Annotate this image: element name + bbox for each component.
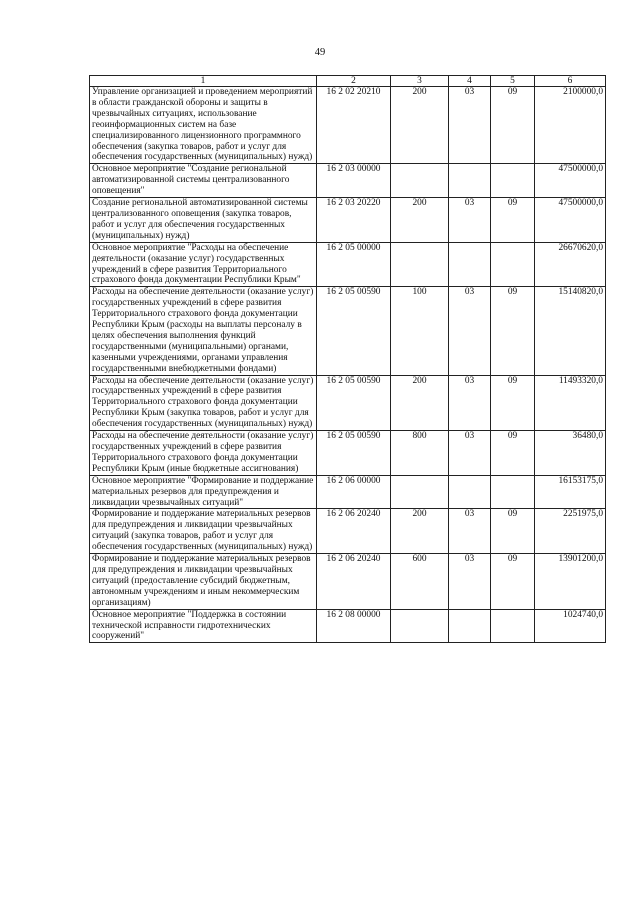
row-expense-type-cell: 200 <box>391 509 449 554</box>
row-name-cell: Формирование и поддержание материальных резервов для предупреждения и ликвидации чрезвычайных ситуаций (закупка товаров, работ и услуг для обеспечения государственных (муниципальных) нужд) <box>90 509 317 554</box>
table-row <box>90 509 606 554</box>
column-header-3: 3 <box>391 76 449 87</box>
row-name-cell: Расходы на обеспечение деятельности (оказание услуг) государственных учреждений в сфере развития Территориального страхового фонда документации Республики Крым (закупка товаров, работ и услуг для обеспечения государственных (муниципальных) нужд) <box>90 375 317 431</box>
row-name-cell: Основное мероприятие "Создание региональной автоматизированной системы централизованного оповещения" <box>90 164 317 198</box>
row-section-cell: 03 <box>449 287 491 375</box>
row-section-cell: 03 <box>449 554 491 610</box>
table-row <box>90 375 606 431</box>
row-subsection-cell <box>491 164 535 198</box>
column-header-1: 1 <box>90 76 317 87</box>
row-name-cell: Управление организацией и проведением мероприятий в области гражданской обороны и защиты в чрезвычайных ситуациях, использование геоинформационных систем на базе специализированного лицензионного программного обеспечения (закупка товаров, работ и услуг для обеспечения государственных (муниципальных) нужд) <box>90 87 317 164</box>
row-section-cell: 03 <box>449 198 491 243</box>
row-expense-type-cell: 100 <box>391 287 449 375</box>
row-section-cell: 03 <box>449 431 491 476</box>
row-subsection-cell <box>491 242 535 287</box>
row-name-cell: Формирование и поддержание материальных резервов для предупреждения и ликвидации чрезвычайных ситуаций (предоставление субсидий бюджетным, автономным учреждениям и иным некоммерческим организациям) <box>90 554 317 610</box>
row-expense-type-cell: 200 <box>391 198 449 243</box>
budget-table <box>89 75 606 643</box>
row-code-cell: 16 2 06 00000 <box>317 475 391 509</box>
column-header-6: 6 <box>535 76 606 87</box>
row-section-cell <box>449 475 491 509</box>
table-row <box>90 431 606 476</box>
table-row <box>90 554 606 610</box>
row-code-cell: 16 2 08 00000 <box>317 609 391 643</box>
row-amount-cell: 1024740,0 <box>535 609 606 643</box>
column-header-5: 5 <box>491 76 535 87</box>
column-header-2: 2 <box>317 76 391 87</box>
table-row <box>90 198 606 243</box>
row-name-cell: Основное мероприятие "Поддержка в состоянии технической исправности гидротехнических сооружений" <box>90 609 317 643</box>
table-row <box>90 87 606 164</box>
row-amount-cell: 26670620,0 <box>535 242 606 287</box>
header-row <box>90 76 606 87</box>
row-subsection-cell: 09 <box>491 87 535 164</box>
row-code-cell: 16 2 05 00590 <box>317 431 391 476</box>
row-amount-cell: 11493320,0 <box>535 375 606 431</box>
row-code-cell: 16 2 06 20240 <box>317 509 391 554</box>
row-code-cell: 16 2 05 00590 <box>317 287 391 375</box>
row-name-cell: Создание региональной автоматизированной системы централизованного оповещения (закупка товаров, работ и услуг для обеспечения государственных (муниципальных) нужд) <box>90 198 317 243</box>
row-amount-cell: 36480,0 <box>535 431 606 476</box>
row-amount-cell: 16153175,0 <box>535 475 606 509</box>
row-expense-type-cell <box>391 164 449 198</box>
table-row <box>90 475 606 509</box>
row-subsection-cell: 09 <box>491 431 535 476</box>
row-amount-cell: 13901200,0 <box>535 554 606 610</box>
row-subsection-cell <box>491 609 535 643</box>
row-code-cell: 16 2 05 00590 <box>317 375 391 431</box>
column-header-4: 4 <box>449 76 491 87</box>
row-subsection-cell: 09 <box>491 198 535 243</box>
row-name-cell: Расходы на обеспечение деятельности (оказание услуг) государственных учреждений в сфере развития Территориального страхового фонда документации Республики Крым (иные бюджетные ассигнования) <box>90 431 317 476</box>
row-subsection-cell: 09 <box>491 287 535 375</box>
row-expense-type-cell: 200 <box>391 87 449 164</box>
row-amount-cell: 47500000,0 <box>535 164 606 198</box>
row-amount-cell: 47500000,0 <box>535 198 606 243</box>
table-row <box>90 287 606 375</box>
row-subsection-cell: 09 <box>491 509 535 554</box>
row-name-cell: Основное мероприятие "Расходы на обеспечение деятельности (оказание услуг) государственных учреждений в сфере развития Территориального страхового фонда документации Республики Крым" <box>90 242 317 287</box>
row-section-cell: 03 <box>449 87 491 164</box>
row-subsection-cell: 09 <box>491 375 535 431</box>
row-code-cell: 16 2 03 00000 <box>317 164 391 198</box>
row-code-cell: 16 2 06 20240 <box>317 554 391 610</box>
row-expense-type-cell: 800 <box>391 431 449 476</box>
row-code-cell: 16 2 02 20210 <box>317 87 391 164</box>
row-section-cell: 03 <box>449 375 491 431</box>
row-amount-cell: 15140820,0 <box>535 287 606 375</box>
row-code-cell: 16 2 05 00000 <box>317 242 391 287</box>
page-number: 49 <box>314 47 326 58</box>
row-expense-type-cell: 600 <box>391 554 449 610</box>
row-expense-type-cell: 200 <box>391 375 449 431</box>
row-name-cell: Расходы на обеспечение деятельности (оказание услуг) государственных учреждений в сфере развития Территориального страхового фонда документации Республики Крым (расходы на выплаты персоналу в целях обеспечения выполнения функций государственными (муниципальными) органами, казенными учреждениями, органами управления государственными внебюджетными фондами) <box>90 287 317 375</box>
row-expense-type-cell <box>391 242 449 287</box>
table-row <box>90 609 606 643</box>
row-section-cell <box>449 242 491 287</box>
table-row <box>90 164 606 198</box>
table-header <box>90 76 606 87</box>
row-section-cell <box>449 164 491 198</box>
table-row <box>90 242 606 287</box>
row-subsection-cell: 09 <box>491 554 535 610</box>
table-body <box>90 87 606 643</box>
row-subsection-cell <box>491 475 535 509</box>
row-amount-cell: 2251975,0 <box>535 509 606 554</box>
row-expense-type-cell <box>391 609 449 643</box>
row-section-cell <box>449 609 491 643</box>
row-section-cell: 03 <box>449 509 491 554</box>
row-name-cell: Основное мероприятие "Формирование и поддержание материальных резервов для предупреждения и ликвидации чрезвычайных ситуаций" <box>90 475 317 509</box>
row-code-cell: 16 2 03 20220 <box>317 198 391 243</box>
row-expense-type-cell <box>391 475 449 509</box>
row-amount-cell: 2100000,0 <box>535 87 606 164</box>
